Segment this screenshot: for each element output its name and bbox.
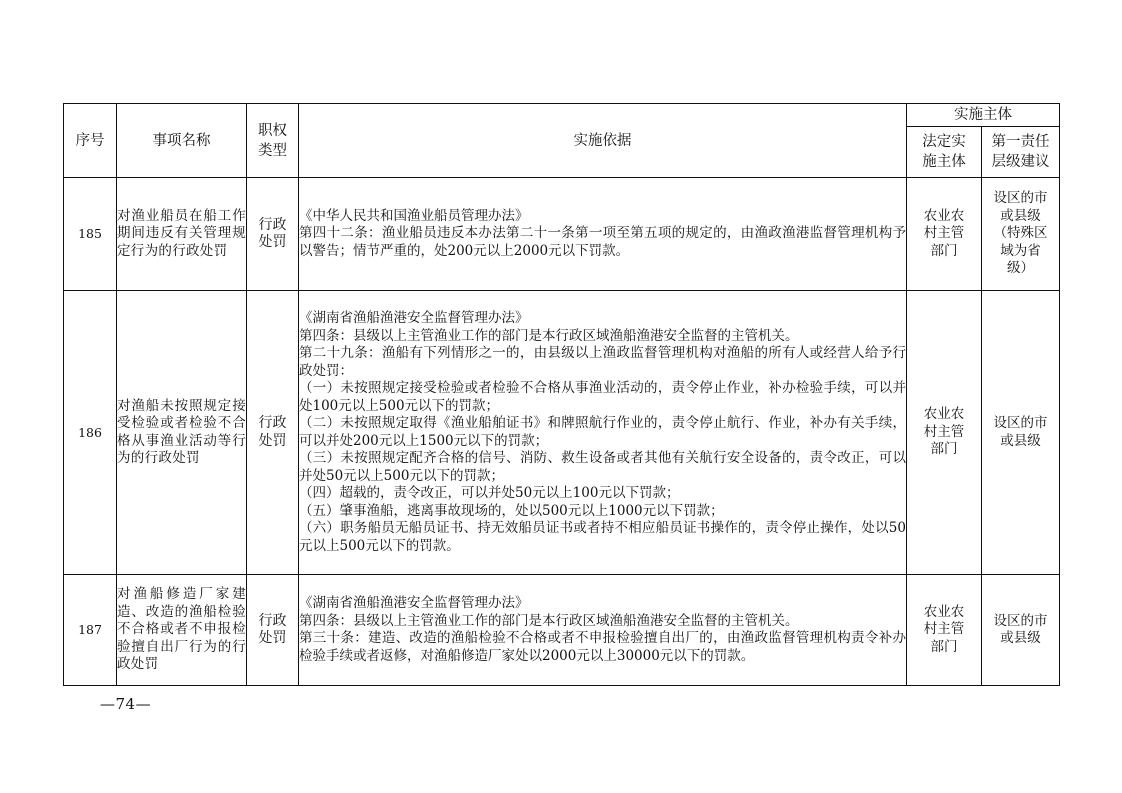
header-legal-subject: 法定实施主体 bbox=[907, 127, 982, 178]
header-first-level: 第一责任层级建议 bbox=[982, 127, 1060, 178]
row-first-level: 设区的市或县级 bbox=[982, 575, 1060, 686]
basis-line: （二）未按照规定取得《渔业船舶证书》和牌照航行作业的，责令停止航行、作业，补办有关手续，可以并处200元以上1500元以下的罚款； bbox=[299, 415, 906, 449]
basis-line: （四）超载的，责令改正，可以并处50元以上100元以下罚款； bbox=[299, 485, 680, 501]
basis-line: （五）肇事渔船，逃离事故现场的，处以500元以上1000元以下罚款； bbox=[299, 502, 724, 519]
row-power-type: 行政处罚 bbox=[247, 575, 299, 686]
table-row bbox=[64, 178, 1060, 291]
row-basis bbox=[299, 291, 907, 575]
header-item-name: 事项名称 bbox=[117, 104, 247, 178]
row-seq: 185 bbox=[64, 178, 117, 291]
basis-line: 第二十九条：渔船有下列情形之一的，由县级以上渔政监督管理机构对渔船的所有人或经营人给予行政处罚： bbox=[299, 345, 906, 379]
row-first-level: 设区的市或县级（特殊区域为省级） bbox=[982, 178, 1060, 291]
basis-line: （一）未按照规定接受检验或者检验不合格从事渔业活动的，责令停止作业，补办检验手续，可以并处100元以上500元以下的罚款； bbox=[299, 380, 906, 414]
row-basis bbox=[299, 575, 907, 686]
row-item-name: 对渔船修造厂家建造、改造的渔船检验不合格或者不申报检验擅自出厂行为的行政处罚 bbox=[117, 575, 247, 686]
basis-line: 第四条：县级以上主管渔业工作的部门是本行政区域渔船渔港安全监督的主管机关。 bbox=[299, 327, 799, 344]
header-power-type: 职权类型 bbox=[247, 104, 299, 178]
table-row bbox=[64, 291, 1060, 575]
row-basis bbox=[299, 178, 907, 291]
row-legal-subject: 农业农村主管部门 bbox=[907, 178, 982, 291]
table-row bbox=[64, 575, 1060, 686]
basis-line: 《湖南省渔船渔港安全监督管理办法》 bbox=[299, 595, 529, 611]
header-seq: 序号 bbox=[64, 104, 117, 178]
basis-line: （三）未按照规定配齐合格的信号、消防、救生设备或者其他有关航行安全设备的，责令改正，可以并处50元以上500元以下的罚款； bbox=[299, 450, 906, 484]
page-number: —74— bbox=[100, 695, 152, 713]
basis-line: 第三十条：建造、改造的渔船检验不合格或者不申报检验擅自出厂的，由渔政监督管理机构责令补办检验手续或者返修，对渔船修造厂家处以2000元以上30000元以下的罚款。 bbox=[299, 630, 906, 664]
basis-line: 第四十二条：渔业船员违反本办法第二十一条第一项至第五项的规定的，由渔政渔港监督管理机构予以警告；情节严重的，处200元以上2000元以下罚款。 bbox=[299, 225, 906, 259]
header-basis: 实施依据 bbox=[299, 104, 907, 178]
row-power-type: 行政处罚 bbox=[247, 178, 299, 291]
row-seq: 187 bbox=[64, 575, 117, 686]
basis-line: 《湖南省渔船渔港安全监督管理办法》 bbox=[299, 310, 529, 326]
basis-line: 《中华人民共和国渔业船员管理办法》 bbox=[299, 207, 529, 224]
row-power-type: 行政处罚 bbox=[247, 291, 299, 575]
basis-line: （六）职务船员无船员证书、持无效船员证书或者持不相应船员证书操作的，责令停止操作，处以50元以上500元以下的罚款。 bbox=[299, 520, 906, 554]
enforcement-items-table bbox=[63, 103, 1060, 686]
row-first-level: 设区的市或县级 bbox=[982, 291, 1060, 575]
row-item-name: 对渔船未按照规定接受检验或者检验不合格从事渔业活动等行为的行政处罚 bbox=[117, 291, 247, 575]
row-legal-subject: 农业农村主管部门 bbox=[907, 575, 982, 686]
header-subject-group: 实施主体 bbox=[907, 104, 1060, 127]
basis-line: 第四条：县级以上主管渔业工作的部门是本行政区域渔船渔港安全监督的主管机关。 bbox=[299, 612, 799, 629]
row-legal-subject: 农业农村主管部门 bbox=[907, 291, 982, 575]
row-seq: 186 bbox=[64, 291, 117, 575]
row-item-name: 对渔业船员在船工作期间违反有关管理规定行为的行政处罚 bbox=[117, 178, 247, 291]
